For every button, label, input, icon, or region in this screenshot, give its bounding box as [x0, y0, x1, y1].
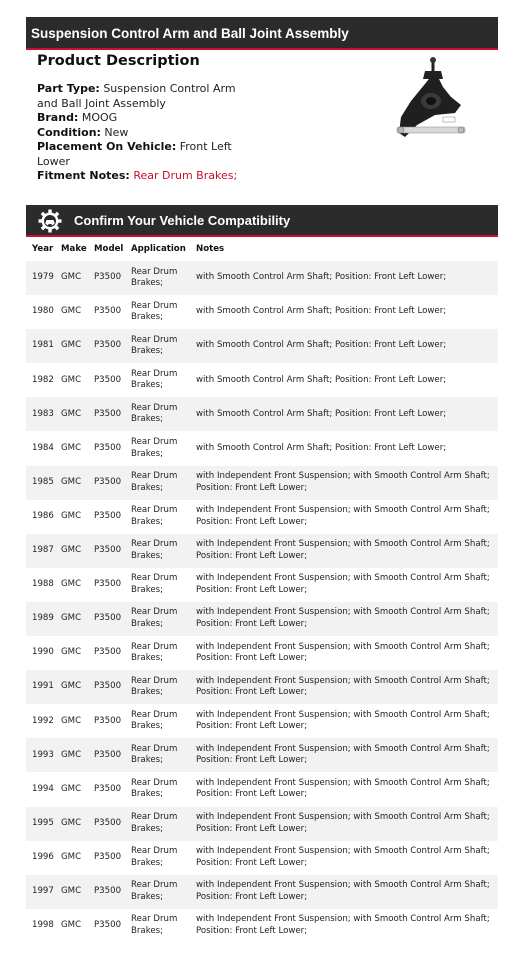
table-row	[26, 602, 498, 636]
table-row	[26, 329, 498, 363]
gear-car-icon	[38, 209, 62, 233]
cell-year: 1988	[32, 579, 54, 590]
table-row	[26, 363, 498, 397]
cell-notes: with Independent Front Suspension; with Smooth Control Arm Shaft; Position: Front Left Lower;	[196, 846, 490, 868]
cell-application: Rear Drum Brakes;	[131, 471, 178, 493]
cell-make: GMC	[61, 647, 82, 658]
cell-make: GMC	[61, 408, 82, 419]
compatibility-bar	[26, 205, 498, 237]
cell-model: P3500	[94, 510, 122, 521]
cell-model: P3500	[94, 272, 122, 283]
cell-year: 1982	[32, 374, 54, 385]
cell-model: P3500	[94, 647, 122, 658]
col-model: Model	[94, 244, 124, 254]
spec-placement: Placement On Vehicle: Front Left Lower	[37, 140, 232, 168]
cell-make: GMC	[61, 306, 82, 317]
cell-notes: with Smooth Control Arm Shaft; Position: Front Left Lower;	[196, 442, 447, 453]
table-row	[26, 704, 498, 738]
cell-model: P3500	[94, 579, 122, 590]
cell-make: GMC	[61, 715, 82, 726]
table-row	[26, 807, 498, 841]
product-title-bar	[26, 17, 498, 50]
cell-make: GMC	[61, 783, 82, 794]
cell-notes: with Independent Front Suspension; with Smooth Control Arm Shaft; Position: Front Left Lower;	[196, 505, 490, 527]
cell-make: GMC	[61, 920, 82, 931]
cell-notes: with Smooth Control Arm Shaft; Position: Front Left Lower;	[196, 408, 447, 419]
cell-make: GMC	[61, 613, 82, 624]
fitment-value: Rear Drum Brakes;	[133, 169, 238, 182]
cell-make: GMC	[61, 510, 82, 521]
cell-application: Rear Drum Brakes;	[131, 334, 178, 357]
fitment-notes	[37, 169, 237, 182]
cell-year: 1997	[32, 885, 54, 896]
compatibility-title: Confirm Your Vehicle Compatibility	[74, 213, 291, 228]
cell-notes: with Smooth Control Arm Shaft; Position: Front Left Lower;	[196, 272, 447, 283]
cell-make: GMC	[61, 579, 82, 590]
table-row	[26, 500, 498, 534]
cell-year: 1980	[32, 306, 54, 317]
spec-condition: Condition: New	[37, 125, 129, 139]
cell-notes: with Independent Front Suspension; with Smooth Control Arm Shaft; Position: Front Left Lower;	[196, 573, 490, 595]
cell-year: 1996	[32, 851, 54, 862]
table-row	[26, 670, 498, 704]
cell-year: 1995	[32, 817, 54, 828]
col-year: Year	[32, 244, 54, 254]
cell-model: P3500	[94, 306, 122, 317]
cell-application: Rear Drum Brakes;	[131, 675, 178, 698]
cell-notes: with Smooth Control Arm Shaft; Position: Front Left Lower;	[196, 374, 447, 385]
cell-make: GMC	[61, 545, 82, 556]
cell-make: GMC	[61, 340, 82, 351]
cell-notes: with Smooth Control Arm Shaft; Position: Front Left Lower;	[196, 306, 447, 317]
cell-model: P3500	[94, 885, 122, 896]
cell-notes: with Independent Front Suspension; with Smooth Control Arm Shaft; Position: Front Left Lower;	[196, 539, 490, 561]
cell-application: Rear Drum Brakes;	[131, 846, 178, 868]
cell-application: Rear Drum Brakes;	[131, 505, 178, 527]
cell-year: 1979	[32, 272, 54, 283]
cell-application: Rear Drum Brakes;	[131, 573, 178, 595]
cell-make: GMC	[61, 851, 82, 862]
cell-model: P3500	[94, 442, 122, 453]
cell-make: GMC	[61, 681, 82, 692]
table-row	[26, 772, 498, 806]
cell-notes: with Independent Front Suspension; with Smooth Control Arm Shaft; Position: Front Left Lower;	[196, 777, 490, 800]
cell-application: Rear Drum Brakes;	[131, 880, 178, 902]
compatibility-table	[26, 237, 498, 943]
cell-notes: with Independent Front Suspension; with Smooth Control Arm Shaft; Position: Front Left Lower;	[196, 743, 490, 766]
cell-notes: with Smooth Control Arm Shaft; Position: Front Left Lower;	[196, 340, 447, 351]
spec-list	[37, 82, 247, 169]
cell-make: GMC	[61, 442, 82, 453]
cell-application: Rear Drum Brakes;	[131, 368, 178, 391]
table-row	[26, 466, 498, 500]
cell-notes: with Independent Front Suspension; with Smooth Control Arm Shaft; Position: Front Left Lower;	[196, 812, 490, 834]
cell-year: 1998	[32, 920, 54, 931]
cell-application: Rear Drum Brakes;	[131, 914, 178, 936]
control-arm-image	[395, 57, 467, 143]
cell-model: P3500	[94, 715, 122, 726]
cell-model: P3500	[94, 783, 122, 794]
cell-year: 1981	[32, 340, 54, 351]
cell-application: Rear Drum Brakes;	[131, 743, 178, 766]
cell-year: 1989	[32, 613, 54, 624]
table-row	[26, 534, 498, 568]
cell-make: GMC	[61, 272, 82, 283]
cell-notes: with Independent Front Suspension; with Smooth Control Arm Shaft; Position: Front Left Lower;	[196, 709, 490, 732]
table-row	[26, 875, 498, 909]
cell-application: Rear Drum Brakes;	[131, 641, 178, 664]
cell-year: 1983	[32, 408, 54, 419]
cell-year: 1991	[32, 681, 54, 692]
cell-year: 1987	[32, 545, 54, 556]
cell-application: Rear Drum Brakes;	[131, 812, 178, 834]
cell-model: P3500	[94, 374, 122, 385]
cell-application: Rear Drum Brakes;	[131, 266, 178, 289]
table-row	[26, 397, 498, 431]
table-row	[26, 568, 498, 602]
cell-year: 1984	[32, 442, 54, 453]
cell-model: P3500	[94, 920, 122, 931]
spec-part-type: Part Type: Suspension Control Arm and Ball Joint Assembly	[37, 82, 236, 110]
cell-make: GMC	[61, 476, 82, 487]
col-application: Application	[131, 244, 186, 254]
cell-model: P3500	[94, 749, 122, 760]
table-row	[26, 909, 498, 943]
cell-notes: with Independent Front Suspension; with Smooth Control Arm Shaft; Position: Front Left Lower;	[196, 880, 490, 902]
cell-make: GMC	[61, 885, 82, 896]
table-header-row	[26, 237, 498, 261]
cell-model: P3500	[94, 851, 122, 862]
cell-application: Rear Drum Brakes;	[131, 777, 178, 800]
table-row	[26, 841, 498, 875]
cell-model: P3500	[94, 408, 122, 419]
cell-application: Rear Drum Brakes;	[131, 709, 178, 732]
cell-year: 1993	[32, 749, 54, 760]
cell-application: Rear Drum Brakes;	[131, 402, 178, 425]
cell-year: 1992	[32, 715, 54, 726]
cell-model: P3500	[94, 476, 122, 487]
cell-application: Rear Drum Brakes;	[131, 437, 178, 459]
description-heading: Product Description	[37, 53, 200, 69]
cell-notes: with Independent Front Suspension; with Smooth Control Arm Shaft; Position: Front Left Lower;	[196, 914, 490, 936]
table-row	[26, 738, 498, 772]
table-row	[26, 636, 498, 670]
product-title: Suspension Control Arm and Ball Joint Assembly	[31, 26, 349, 41]
fitment-label: Fitment Notes:	[37, 169, 130, 182]
table-row	[26, 295, 498, 329]
spec-brand: Brand: MOOG	[37, 111, 118, 124]
cell-make: GMC	[61, 817, 82, 828]
cell-model: P3500	[94, 613, 122, 624]
table-row	[26, 261, 498, 295]
cell-make: GMC	[61, 374, 82, 385]
cell-model: P3500	[94, 681, 122, 692]
cell-year: 1994	[32, 783, 54, 794]
cell-notes: with Independent Front Suspension; with Smooth Control Arm Shaft; Position: Front Left Lower;	[196, 607, 490, 629]
cell-model: P3500	[94, 817, 122, 828]
cell-make: GMC	[61, 749, 82, 760]
cell-model: P3500	[94, 340, 122, 351]
cell-notes: with Independent Front Suspension; with Smooth Control Arm Shaft; Position: Front Left Lower;	[196, 675, 490, 698]
cell-notes: with Independent Front Suspension; with Smooth Control Arm Shaft; Position: Front Left Lower;	[196, 471, 490, 493]
cell-application: Rear Drum Brakes;	[131, 539, 178, 561]
cell-year: 1990	[32, 647, 54, 658]
cell-model: P3500	[94, 545, 122, 556]
cell-application: Rear Drum Brakes;	[131, 607, 178, 629]
col-notes: Notes	[196, 244, 225, 254]
cell-year: 1986	[32, 510, 54, 521]
cell-application: Rear Drum Brakes;	[131, 300, 178, 323]
col-make: Make	[61, 244, 87, 254]
cell-year: 1985	[32, 476, 54, 487]
table-row	[26, 431, 498, 465]
cell-notes: with Independent Front Suspension; with Smooth Control Arm Shaft; Position: Front Left Lower;	[196, 641, 490, 664]
